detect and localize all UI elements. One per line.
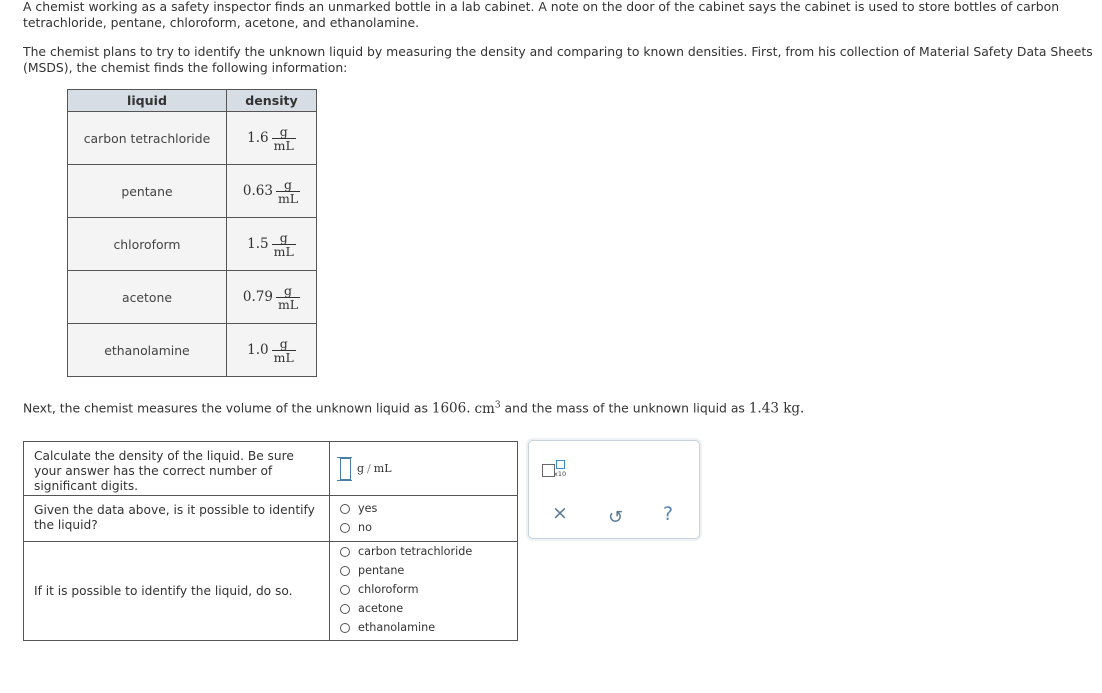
density-header: density bbox=[227, 90, 317, 112]
liquid-header: liquid bbox=[68, 90, 227, 112]
scientific-notation-button[interactable]: x10 bbox=[542, 460, 576, 480]
option-acetone[interactable]: acetone bbox=[340, 599, 517, 618]
density-value bbox=[227, 218, 317, 271]
table-row bbox=[68, 271, 317, 324]
density-number: 1.0 bbox=[247, 342, 269, 358]
msds-header-row bbox=[68, 90, 317, 112]
radio-button[interactable] bbox=[340, 585, 350, 595]
density-unit: $\frac{g}{mL}$ bbox=[277, 282, 299, 312]
liquid-name: acetone bbox=[68, 271, 227, 324]
density-unit: $\frac{g}{mL}$ bbox=[273, 335, 294, 365]
liquid-name: chloroform bbox=[68, 218, 227, 271]
density-answer-input[interactable] bbox=[340, 458, 351, 480]
intro-paragraph-2: The chemist plans to try to identify the unknown liquid by measuring the density and comparing to known densities. First, from his collection of Material Safety Data Sheets (MSDS), the chemist finds the following information: bbox=[23, 44, 1093, 75]
option-no[interactable]: no bbox=[340, 518, 517, 537]
liquid-name: carbon tetrachloride bbox=[68, 112, 227, 165]
radio-button[interactable] bbox=[340, 547, 350, 557]
question-select-text: If it is possible to identify the liquid, do so. bbox=[24, 542, 330, 641]
density-value bbox=[227, 112, 317, 165]
liquid-name: ethanolamine bbox=[68, 324, 227, 377]
table-row bbox=[68, 165, 317, 218]
option-pentane[interactable]: pentane bbox=[340, 561, 517, 580]
question-table bbox=[23, 441, 518, 641]
table-row bbox=[68, 112, 317, 165]
question-row-identify bbox=[24, 496, 518, 542]
radio-button[interactable] bbox=[340, 523, 350, 533]
density-unit: $\frac{g}{mL}$ bbox=[273, 123, 294, 153]
answer-tool-panel bbox=[528, 440, 700, 539]
mass-value: 1.43 kg bbox=[748, 400, 801, 417]
table-row bbox=[68, 324, 317, 377]
measurement-paragraph: Next, the chemist measures the volume of the unknown liquid as 1606. $cm^3$ and the mass of the unknown liquid as 1.43 kg. bbox=[23, 400, 805, 417]
radio-button[interactable] bbox=[340, 623, 350, 633]
density-unit: $\frac{g}{mL}$ bbox=[273, 229, 294, 259]
density-number: 0.63 bbox=[242, 183, 273, 199]
density-number: 1.5 bbox=[247, 236, 269, 252]
intro-paragraph-1: A chemist working as a safety inspector finds an unmarked bottle in a lab cabinet. A note on the door of the cabinet says the cabinet is used to store bottles of carbon tetrachloride, pentane, chloroform, acetone, and ethanolamine. bbox=[23, 0, 1060, 30]
density-answer-cell bbox=[330, 442, 518, 496]
measurement-prefix: Next, the chemist measures the volume of the unknown liquid as bbox=[23, 400, 428, 416]
exponent-box-icon bbox=[556, 460, 565, 469]
measurement-middle: and the mass of the unknown liquid as bbox=[504, 400, 745, 416]
msds-table bbox=[67, 89, 317, 377]
question-row-density bbox=[24, 442, 518, 496]
question-density-text: Calculate the density of the liquid. Be sure your answer has the correct number of significant digits. bbox=[24, 442, 330, 496]
help-icon[interactable]: ? bbox=[663, 503, 674, 525]
table-row bbox=[68, 218, 317, 271]
option-chloroform[interactable]: chloroform bbox=[340, 580, 517, 599]
liquid-options-cell bbox=[330, 542, 518, 641]
liquid-name: pentane bbox=[68, 165, 227, 218]
volume-unit: $cm^3$ bbox=[474, 400, 501, 417]
radio-button[interactable] bbox=[340, 604, 350, 614]
volume-value: 1606. bbox=[431, 400, 471, 417]
density-value bbox=[227, 324, 317, 377]
density-unit: $\frac{g}{mL}$ bbox=[277, 176, 299, 206]
density-value bbox=[227, 165, 317, 218]
answer-unit: g / mL bbox=[357, 462, 392, 475]
identify-options-cell bbox=[330, 496, 518, 542]
undo-icon[interactable]: ↺ bbox=[608, 507, 624, 528]
density-number: 0.79 bbox=[242, 289, 273, 305]
option-yes[interactable]: yes bbox=[340, 499, 517, 518]
clear-icon[interactable]: × bbox=[552, 502, 568, 524]
question-row-select-liquid bbox=[24, 542, 518, 641]
option-carbon-tetrachloride[interactable]: carbon tetrachloride bbox=[340, 542, 517, 561]
radio-button[interactable] bbox=[340, 566, 350, 576]
density-value bbox=[227, 271, 317, 324]
option-ethanolamine[interactable]: ethanolamine bbox=[340, 618, 517, 637]
density-number: 1.6 bbox=[247, 130, 269, 146]
question-identify-text: Given the data above, is it possible to identify the liquid? bbox=[24, 496, 330, 542]
radio-button[interactable] bbox=[340, 504, 350, 514]
